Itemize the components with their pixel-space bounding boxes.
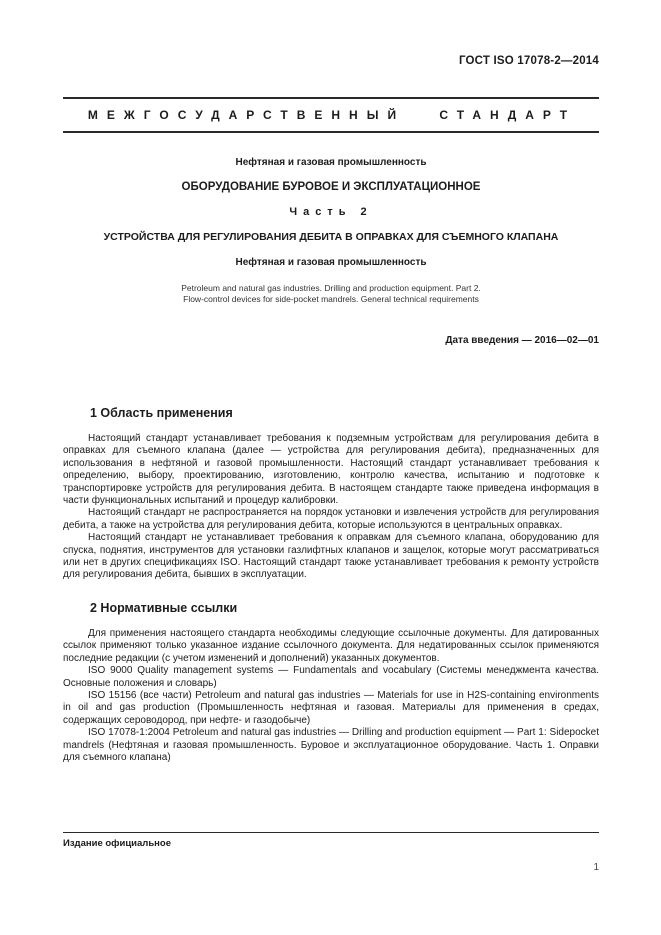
standard-type-banner-box (63, 97, 599, 133)
page-footer (63, 832, 599, 873)
section-1-paragraph: Настоящий стандарт не распространяется на порядок установки и извлечения устройств для регулирования дебита, а также на устройства для регулирования дебита, которые используются в центральных оправках. (63, 507, 599, 531)
edition-note: Издание официальное (63, 838, 171, 849)
section-1-body (63, 433, 599, 582)
page-number: 1 (593, 862, 599, 873)
title-english (63, 283, 599, 305)
title-english-line1: Petroleum and natural gas industries. Drilling and production equipment. Part 2. (181, 283, 481, 293)
footer-rule (63, 832, 599, 833)
doc-number: ГОСТ ISO 17078-2—2014 (458, 55, 599, 67)
title-english-line2: Flow-control devices for side-pocket mandrels. General technical requirements (183, 294, 479, 304)
section-2-reference: ISO 15156 (все части) Petroleum and natural gas industries — Materials for use in H2S-containing environments in oil and gas production (Промышленность нефтяная и газовая. Материалы для применения в средах, содержащих сероводород, при нефте- и газодобыче) (63, 689, 599, 726)
title-block (63, 157, 599, 305)
section-2-heading: 2 Нормативные ссылки (90, 600, 238, 615)
section-2-reference: ISO 17078-1:2004 Petroleum and natural gas industries — Drilling and production equipment — Part 1: Sidepocket mandrels (Нефтяная и газовая промышленность. Буровое и эксплуатационное оборудование. Часть 1. Оправки для съемного клапана) (63, 727, 599, 763)
section-2-body (63, 628, 599, 764)
part-title: УСТРОЙСТВА ДЛЯ РЕГУЛИРОВАНИЯ ДЕБИТА В ОПРАВКАХ ДЛЯ СЪЕМНОГО КЛАПАНА (103, 231, 559, 243)
subject-ru-top: Нефтяная и газовая промышленность (235, 157, 427, 168)
section-1-paragraph: Настоящий стандарт устанавливает требования к подземным устройствам для регулирования дебита в оправках для съемного клапана (далее — устройства для регулирования дебита), предназначенных для использования в нефтяной и газовой промышленности. Настоящий стандарт устанавливает требования к определению, выбору, проектированию, изготовлению, контролю качества, испытанию и подготовке к транспортировке устройств для регулирования дебита. В настоящем стандарте также приведена информация в части функциональных испытаний и процедур калибровки. (63, 433, 599, 507)
standard-title-main: ОБОРУДОВАНИЕ БУРОВОЕ И ЭКСПЛУАТАЦИОННОЕ (181, 181, 481, 193)
part-label: Часть 2 (289, 206, 373, 218)
subject-ru-bottom: Нефтяная и газовая промышленность (235, 257, 427, 268)
section-1-heading: 1 Область применения (90, 406, 233, 420)
section-2-paragraph: Для применения настоящего стандарта необходимы следующие ссылочные документы. Для датированных ссылок применяют только указанное издание ссылочного документа. Для недатированных ссылок применяются последние редакции (с учетом изменений и дополнений) указанных документов. (63, 627, 599, 664)
section-2-reference: ISO 9000 Quality management systems — Fundamentals and vocabulary (Системы менеджмента качества. Основные положения и словарь) (63, 665, 599, 689)
section-1-paragraph: Настоящий стандарт не устанавливает требования к оправкам для съемного клапана, оборудованию для спуска, поднятия, инструментов для установки газлифтных клапанов и защелок, которые могут рассматриваться или нет в других спецификациях ISO. Настоящий стандарт также устанавливает требования к ремонту устройств для регулирования дебита, бывших в эксплуатации. (63, 532, 599, 581)
standard-type-banner: МЕЖГОСУДАРСТВЕННЫЙ СТАНДАРТ (87, 108, 577, 122)
effective-date: Дата введения — 2016—02—01 (445, 335, 599, 346)
